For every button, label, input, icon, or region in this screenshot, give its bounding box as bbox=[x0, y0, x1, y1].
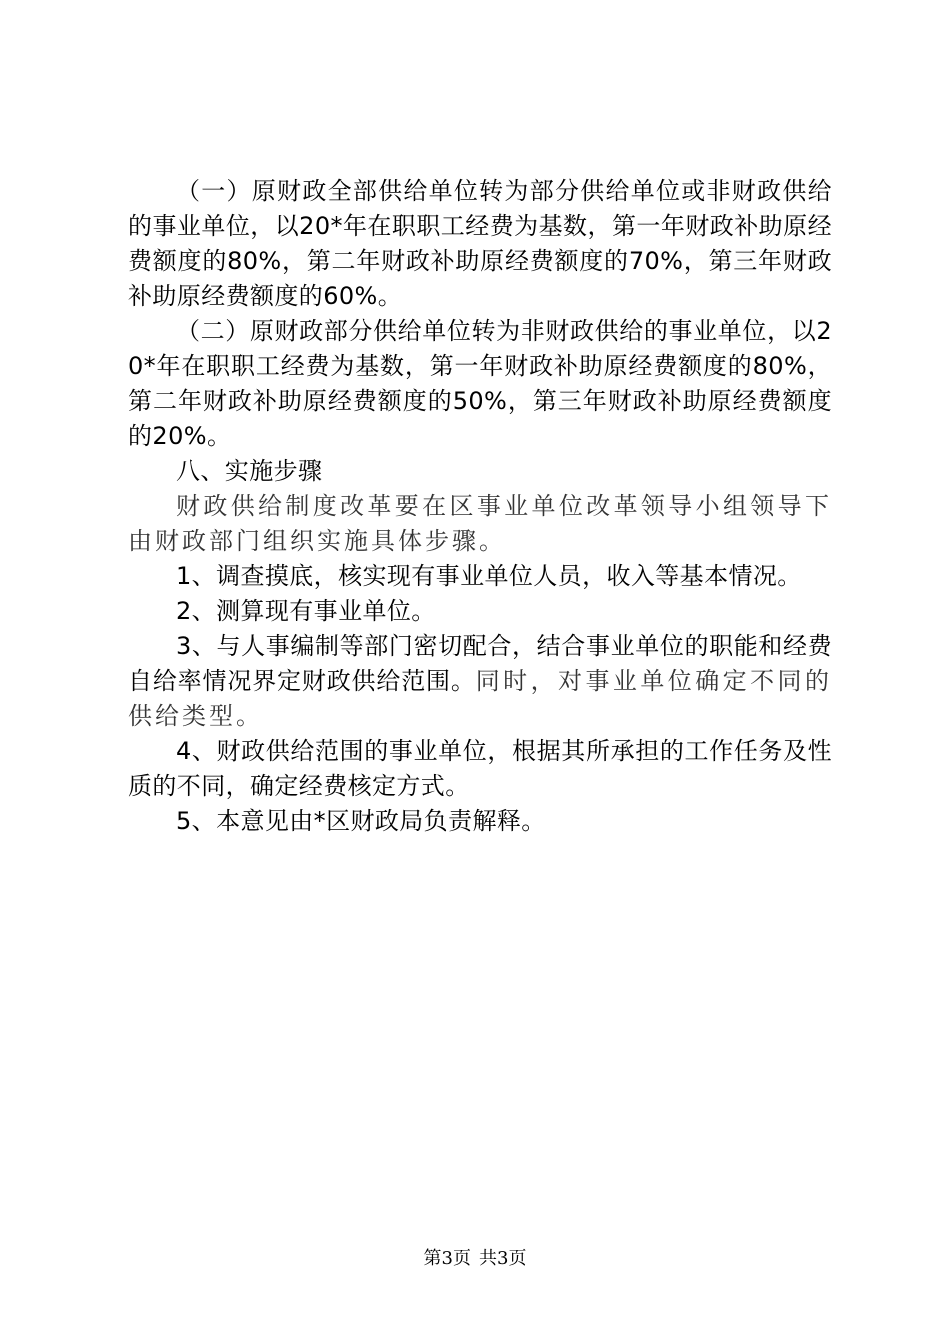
document-body bbox=[128, 174, 832, 839]
step-4: 4、财政供给范围的事业单位，根据其所承担的工作任务及性质的不同，确定经费核定方式。 bbox=[128, 737, 832, 800]
step-5: 5、本意见由*区财政局负责解释。 bbox=[176, 807, 546, 835]
paragraph-implementation-intro: 财政供给制度改革要在区事业单位改革领导小组领导下由财政部门组织实施具体步骤。 bbox=[128, 492, 832, 555]
step-2: 2、测算现有事业单位。 bbox=[176, 597, 436, 625]
page-total: 共3页 bbox=[479, 1248, 527, 1269]
paragraph-funding-full-to-partial: （一）原财政全部供给单位转为部分供给单位或非财政供给的事业单位，以20*年在职职工经费为基数，第一年财政补助原经费额度的80%，第二年财政补助原经费额度的70%，第三年财政补助原经费额度的60%。 bbox=[128, 177, 832, 310]
step-1: 1、调查摸底，核实现有事业单位人员，收入等基本情况。 bbox=[176, 562, 802, 590]
section-heading-implementation-steps: 八、实施步骤 bbox=[176, 457, 323, 485]
paragraph-funding-partial-to-none: （二）原财政部分供给单位转为非财政供给的事业单位，以20*年在职职工经费为基数，第一年财政补助原经费额度的80%，第二年财政补助原经费额度的50%，第三年财政补助原经费额度的20%。 bbox=[128, 317, 832, 450]
step-3-tail: 同时，对事业单位确定不同的供给类型。 bbox=[128, 667, 832, 730]
page-footer bbox=[0, 1244, 950, 1270]
page-number: 第3页 bbox=[423, 1248, 471, 1269]
step-3 bbox=[128, 629, 832, 734]
step-3-main: 3、与人事编制等部门密切配合，结合事业单位的职能和经费自给率情况界定财政供给范围。 bbox=[128, 632, 832, 695]
